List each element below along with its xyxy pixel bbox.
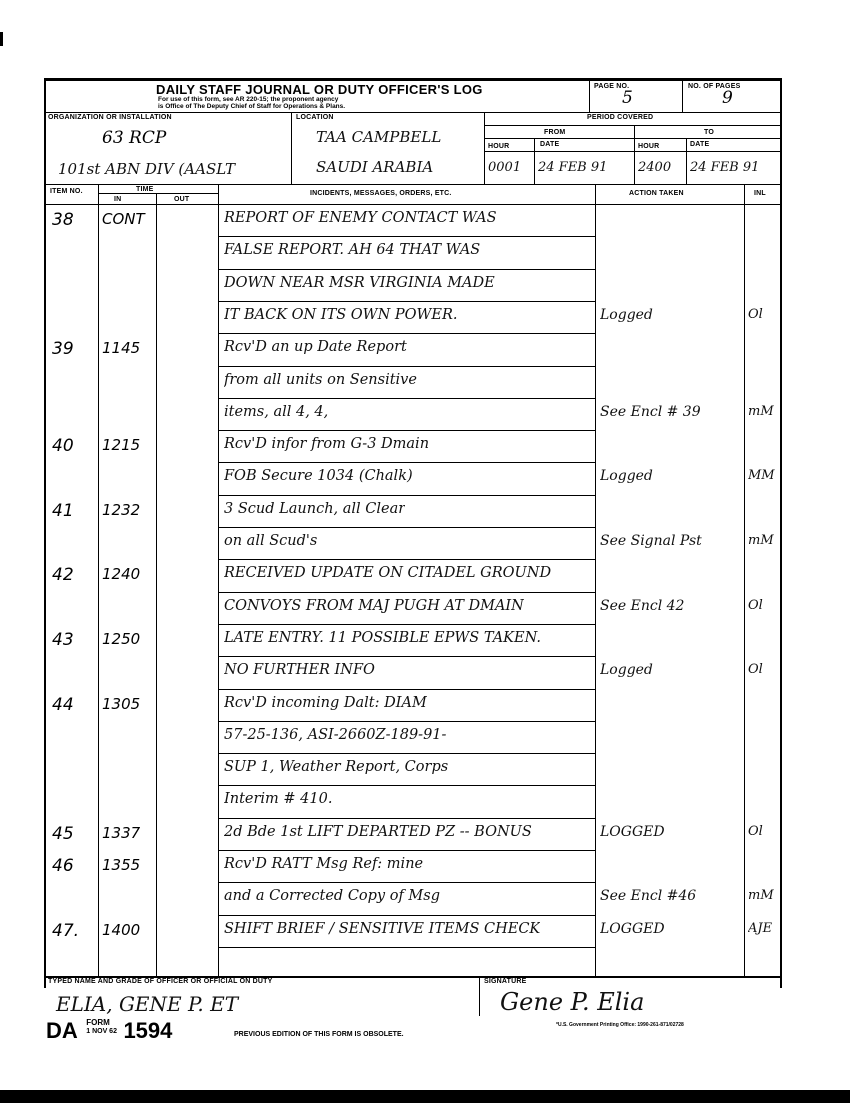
location-label: LOCATION [296,114,334,121]
entry-text: FOB Secure 1034 (Chalk) [224,468,413,485]
row-divider [218,527,595,528]
time-in: 1215 [102,436,141,455]
action-taken: LOGGED [600,823,665,840]
entry-text: Interim # 410. [224,791,333,808]
initials: Ol [748,597,763,613]
row-divider [218,559,595,560]
location-line-1: TAA CAMPBELL [316,128,442,146]
row-divider [218,430,595,431]
time-in: 1400 [102,920,141,939]
action-taken: See Signal Pst [600,533,702,549]
entry-text: SHIFT BRIEF / SENSITIVE ITEMS CHECK [224,920,541,937]
org-line-2: 101st ABN DIV (AASLT [58,160,235,178]
col-action: ACTION TAKEN [629,190,684,197]
col-in: IN [114,196,122,203]
from-date-value: 24 FEB 91 [538,160,608,175]
entry-text: from all units on Sensitive [224,371,417,388]
entry-text: CONVOYS FROM MAJ PUGH AT DMAIN [224,597,524,614]
entry-text: LATE ENTRY. 11 POSSIBLE EPWS TAKEN. [224,629,541,646]
entry-text: SUP 1, Weather Report, Corps [224,759,449,776]
col-incidents: INCIDENTS, MESSAGES, ORDERS, ETC. [310,190,452,197]
row-divider [218,818,595,819]
row-divider [218,947,595,948]
to-label: TO [704,129,714,136]
form-number: 1594 [123,1018,173,1043]
entry-text: and a Corrected Copy of Msg [224,888,440,905]
page-no-label: PAGE NO. [594,83,630,90]
time-in: 1240 [102,565,141,584]
item-number: 41 [52,500,74,521]
entry-text: REPORT OF ENEMY CONTACT WAS [224,210,497,226]
item-number: 39 [52,339,74,360]
row-divider [218,592,595,593]
initials: Ol [748,662,763,678]
row-divider [218,882,595,883]
row-divider [218,850,595,851]
form-subtitle-1: For use of this form, see AR 220-15; the proponent agency [158,96,339,103]
row-divider [218,462,595,463]
time-in: 1355 [102,856,141,874]
entry-text: IT BACK ON ITS OWN POWER. [224,306,458,323]
to-date-value: 24 FEB 91 [690,160,760,175]
page-mark-top [0,32,3,46]
action-taken: See Encl 42 [600,597,685,614]
row-divider [218,269,595,270]
row-divider [218,398,595,399]
row-divider [218,656,595,657]
time-in: 1337 [102,823,141,842]
time-in: 1250 [102,629,141,648]
item-number: 47. [52,920,80,941]
entry-text: 2d Bde 1st LIFT DEPARTED PZ -- BONUS [224,823,532,840]
period-covered-label: PERIOD COVERED [587,114,654,121]
row-divider [218,366,595,367]
typed-name-label: TYPED NAME AND GRADE OF OFFICER OR OFFICIAL ON DUTY [48,978,273,985]
row-divider [218,333,595,334]
entry-text: DOWN NEAR MSR VIRGINIA MADE [224,274,495,291]
col-item-no: ITEM NO. [50,188,83,195]
to-hour-label: HOUR [638,143,660,150]
entry-text: Rcv'D infor from G-3 Dmain [224,436,430,453]
row-divider [218,236,595,237]
time-in: 1305 [102,694,141,713]
item-number: 38 [52,210,74,230]
location-line-2: SAUDI ARABIA [316,158,434,176]
form-number-block [46,1018,172,1044]
typed-name-value: ELIA, GENE P. ET [56,992,239,1016]
row-divider [218,301,595,302]
action-taken: Logged [600,662,653,679]
to-hour-value: 2400 [638,160,672,175]
entry-text: on all Scud's [224,533,318,549]
row-divider [218,785,595,786]
entry-text: RECEIVED UPDATE ON CITADEL GROUND [224,565,552,582]
time-in: 1232 [102,500,141,519]
initials: Ol [748,306,763,322]
from-hour-label: HOUR [488,143,510,150]
page-no-value: 5 [622,88,633,108]
item-number: 46 [52,856,74,876]
form-title: DAILY STAFF JOURNAL OR DUTY OFFICER'S LOG [156,82,483,97]
entry-text: Rcv'D incoming Dalt: DIAM [224,694,427,711]
printing-office-note: *U.S. Government Printing Office: 1990-261-871/02728 [556,1022,684,1028]
row-divider [218,689,595,690]
item-number: 40 [52,436,74,457]
action-taken: Logged [600,306,653,323]
entry-text: 3 Scud Launch, all Clear [224,500,406,517]
item-number: 44 [52,694,74,715]
form-word: FORM [86,1018,110,1027]
signature-value: Gene P. Elia [500,988,645,1016]
no-pages-label: NO. OF PAGES [688,83,741,90]
row-divider [218,495,595,496]
row-divider [218,753,595,754]
item-number: 43 [52,629,74,650]
entry-text: FALSE REPORT. AH 64 THAT WAS [224,242,481,259]
initials: AJE [748,920,773,936]
entry-text: items, all 4, 4, [224,403,329,420]
row-divider [218,624,595,625]
form-subtitle-2: is Office of The Deputy Chief of Staff for Operations & Plans. [158,103,346,110]
row-divider [218,915,595,916]
initials: Ol [748,823,763,839]
previous-edition-note: PREVIOUS EDITION OF THIS FORM IS OBSOLETE. [234,1031,404,1038]
item-number: 45 [52,823,74,844]
action-taken: See Encl #46 [600,888,697,905]
from-hour-value: 0001 [488,160,522,175]
no-pages-value: 9 [722,88,733,108]
org-line-1: 63 RCP [102,128,167,148]
col-inl: INL [754,190,766,197]
entry-text: 57-25-136, ASI-2660Z-189-91- [224,726,447,743]
time-in: 1145 [102,339,141,358]
item-number: 42 [52,565,74,586]
form-da: DA [46,1018,78,1043]
entry-text: Rcv'D an up Date Report [224,339,407,356]
from-label: FROM [544,129,566,136]
action-taken: Logged [600,468,653,485]
to-date-label: DATE [690,141,710,148]
page-mark-bottom-bar [0,1090,850,1103]
initials: mM [748,533,774,548]
entry-text: Rcv'D RATT Msg Ref: mine [224,856,424,872]
entry-text: NO FURTHER INFO [224,662,375,679]
org-label: ORGANIZATION OR INSTALLATION [48,114,172,121]
initials: mM [748,888,774,904]
from-date-label: DATE [540,141,560,148]
signature-label: SIGNATURE [484,978,527,985]
time-in: CONT [102,210,145,228]
col-time: TIME [136,186,154,193]
duty-log-form [44,78,782,1018]
initials: mM [748,403,774,419]
form-date: 1 NOV 62 [86,1028,117,1035]
initials: MM [748,468,775,484]
row-divider [218,721,595,722]
col-out: OUT [174,196,190,203]
action-taken: See Encl # 39 [600,403,701,420]
action-taken: LOGGED [600,920,665,937]
